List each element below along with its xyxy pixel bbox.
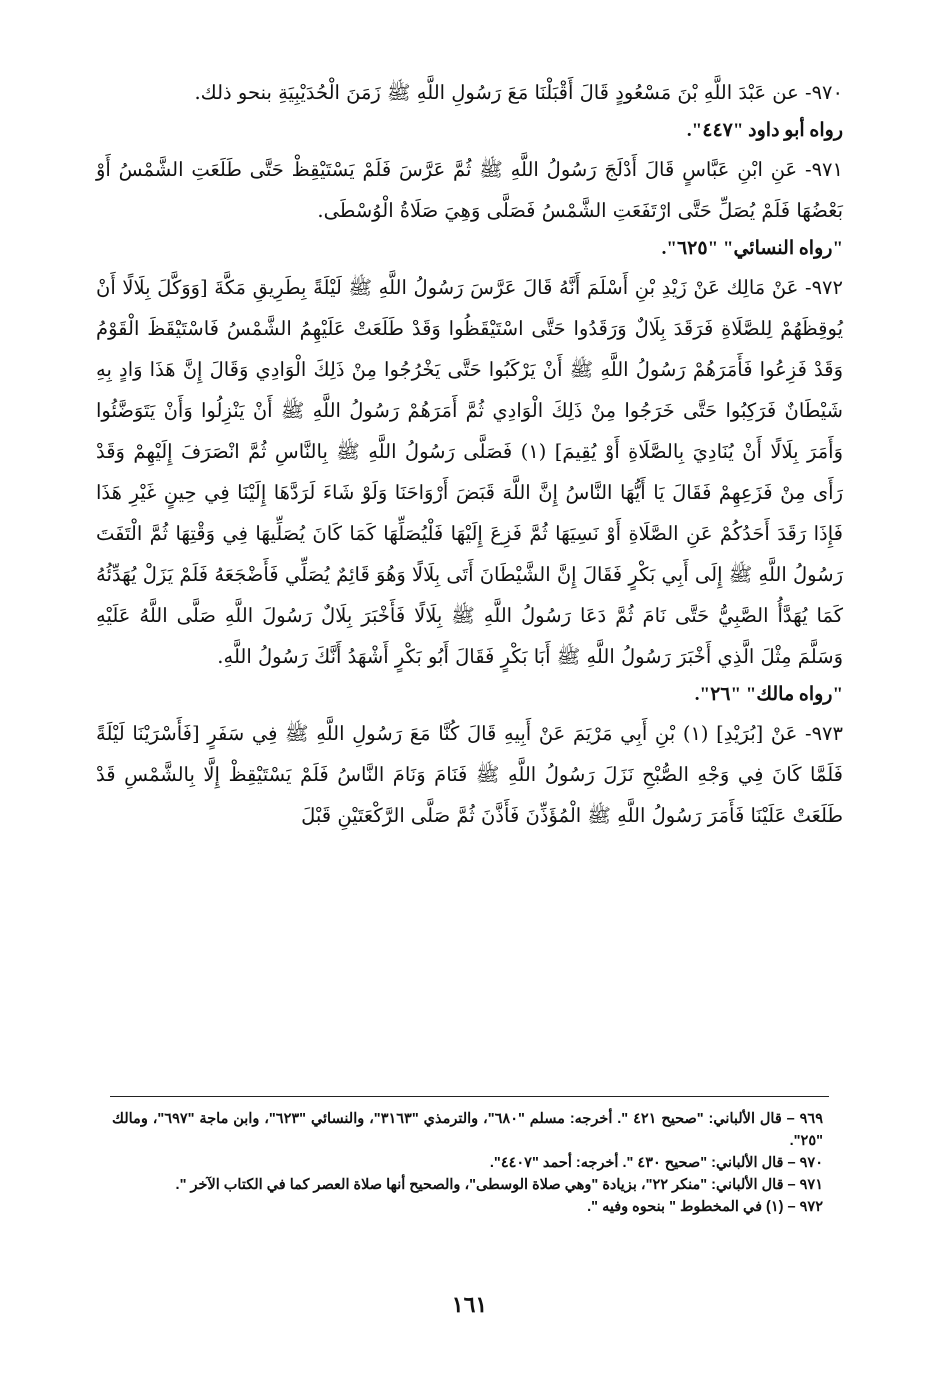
footnote-969: ٩٦٩ – قال الألباني: "صحيح ٤٢١ ". أخرجه: مسلم "٦٨٠"، والترمذي "٣١٦٣"، والنسائي "٦٢٣"، وابن ماجة "٦٩٧"، ومالك "٢٥".: [112, 1111, 823, 1149]
hadith-text: ٩٧٣- عَنْ [بُرَيْدِ] (١) بْنِ أَبِي مَرْيَمَ عَنْ أَبِيهِ قَالَ كُنَّا مَعَ رَسُولِ اللَّهِ ﷺ فِي سَفَرٍ [فَأَسْرَيْنَا لَيْلَةً فَلَمَّا كَانَ فِي وَجْهِ الصُّبْحِ نَزَلَ رَسُولُ اللَّهِ ﷺ فَنَامَ وَنَامَ النَّاسُ فَلَمْ يَسْتَيْقِظْ إِلَّا بِالشَّمْسِ قَدْ طَلَعَتْ عَلَيْنَا فَأَمَرَ رَسُولُ اللَّهِ ﷺ الْمُؤَذِّنَ فَأَذَّنَ ثُمَّ صَلَّى الرَّكْعَتَيْنِ قَبْلَ: [96, 722, 843, 827]
hadith-text: ٩٧٢- عَنْ مَالِك عَنْ زَيْدِ بْنِ أَسْلَمَ أَنَّهُ قَالَ عَرَّسَ رَسُولُ اللَّهِ ﷺ لَيْلَةً بِطَرِيقِ مَكَّةَ [وَوَكَّلَ بِلَالًا أَنْ يُوقِظَهُمْ لِلصَّلَاةِ فَرَقَدَ بِلَالٌ وَرَقَدُوا حَتَّى اسْتَيْقَظُوا وَقَدْ طَلَعَتْ عَلَيْهِمُ الشَّمْسُ فَاسْتَيْقَظَ الْقَوْمُ وَقَدْ فَزِعُوا فَأَمَرَهُمْ رَسُولُ اللَّهِ ﷺ أَنْ يَرْكَبُوا حَتَّى يَخْرُجُوا مِنْ ذَلِكَ الْوَادِي وَقَالَ إِنَّ هَذَا وَادٍ بِهِ شَيْطَانٌ فَرَكِبُوا حَتَّى خَرَجُوا مِنْ ذَلِكَ الْوَادِي ثُمَّ أَمَرَهُمْ رَسُولُ اللَّهِ ﷺ أَنْ يَنْزِلُوا وَأَنْ يَتَوَضَّئُوا وَأَمَرَ بِلَالًا أَنْ يُنَادِيَ بِالصَّلَاةِ أَوْ يُقِيمَ] (١) فَصَلَّى رَسُولُ اللَّهِ ﷺ بِالنَّاسِ ثُمَّ انْصَرَفَ إِلَيْهِمْ وَقَدْ رَأَى مِنْ فَزَعِهِمْ فَقَالَ يَا أَيُّهَا النَّاسُ إِنَّ اللَّهَ قَبَضَ أَرْوَاحَنَا وَلَوْ شَاءَ لَرَدَّهَا إِلَيْنَا فِي حِينٍ غَيْرِ هَذَا فَإِذَا رَقَدَ أَحَدُكُمْ عَنِ الصَّلَاةِ أَوْ نَسِيَهَا ثُمَّ فَزِعَ إِلَيْهَا فَلْيُصَلِّهَا كَمَا كَانَ يُصَلِّيهَا فِي وَقْتِهَا ثُمَّ الْتَفَتَ رَسُولُ اللَّهِ ﷺ إِلَى أَبِي بَكْرٍ فَقَالَ إِنَّ الشَّيْطَانَ أَتَى بِلَالًا وَهُوَ قَائِمٌ يُصَلِّي فَأَضْجَعَهُ فَلَمْ يَزَلْ يُهَدِّئُهُ كَمَا يُهَدَّأُ الصَّبِيُّ حَتَّى نَامَ ثُمَّ دَعَا رَسُولُ اللَّهِ ﷺ بِلَالًا فَأَخْبَرَ بِلَالٌ رَسُولَ اللَّهِ صَلَّى اللَّهُ عَلَيْهِ وَسَلَّمَ مِثْلَ الَّذِي أَخْبَرَ رَسُولُ اللَّهِ ﷺ أَبَا بَكْرٍ فَقَالَ أَبُو بَكْرٍ أَشْهَدُ أَنَّكَ رَسُولُ اللَّهِ.: [96, 276, 844, 668]
hadith-text: ٩٧٠- عن عَبْدَ اللَّهِ بْنَ مَسْعُودٍ قَالَ أَقْبَلْنَا مَعَ رَسُولِ اللَّهِ ﷺ زَمَنَ الْحُدَيْبِيَةِ بنحو ذلك.: [194, 81, 843, 104]
hadith-971: [96, 149, 843, 267]
main-text: [96, 72, 843, 836]
footnote-971: ٩٧١ – قال الألباني: "منكر ٢٢"، بزيادة "وهي صلاة الوسطى"، والصحيح أنها صلاة العصر كما في الكتاب الآخر ".: [175, 1177, 823, 1193]
page-number: ١٦١: [451, 1292, 488, 1317]
hadith-text: ٩٧١- عَنِ ابْنِ عَبَّاسٍ قَالَ أَدْلَجَ رَسُولُ اللَّهِ ﷺ ثُمَّ عَرَّسَ فَلَمْ يَسْتَيْقِظْ حَتَّى طَلَعَتِ الشَّمْسُ أَوْ بَعْضُهَا فَلَمْ يُصَلِّ حَتَّى ارْتَفَعَتِ الشَّمْسُ فَصَلَّى وَهِيَ صَلَاةُ الْوُسْطَى.: [96, 158, 843, 222]
footnote-970: ٩٧٠ – قال الألباني: "صحيح ٤٣٠ ". أخرجه: أحمد "٤٤٠٧".: [489, 1155, 823, 1171]
hadith-source: "رواه مالك" "٢٦".: [694, 684, 843, 705]
footnote-divider: [110, 1096, 829, 1097]
hadith-source: رواه أبو داود "٤٤٧".: [686, 120, 843, 141]
hadith-970: [96, 72, 843, 149]
footnotes: [112, 1108, 823, 1218]
hadith-source: "رواه النسائي" "٦٢٥".: [661, 238, 843, 259]
hadith-973: [96, 713, 843, 836]
footnote-972: ٩٧٢ – (١) في المخطوط " بنحوه وفيه ".: [587, 1199, 823, 1215]
hadith-972: [96, 267, 843, 713]
